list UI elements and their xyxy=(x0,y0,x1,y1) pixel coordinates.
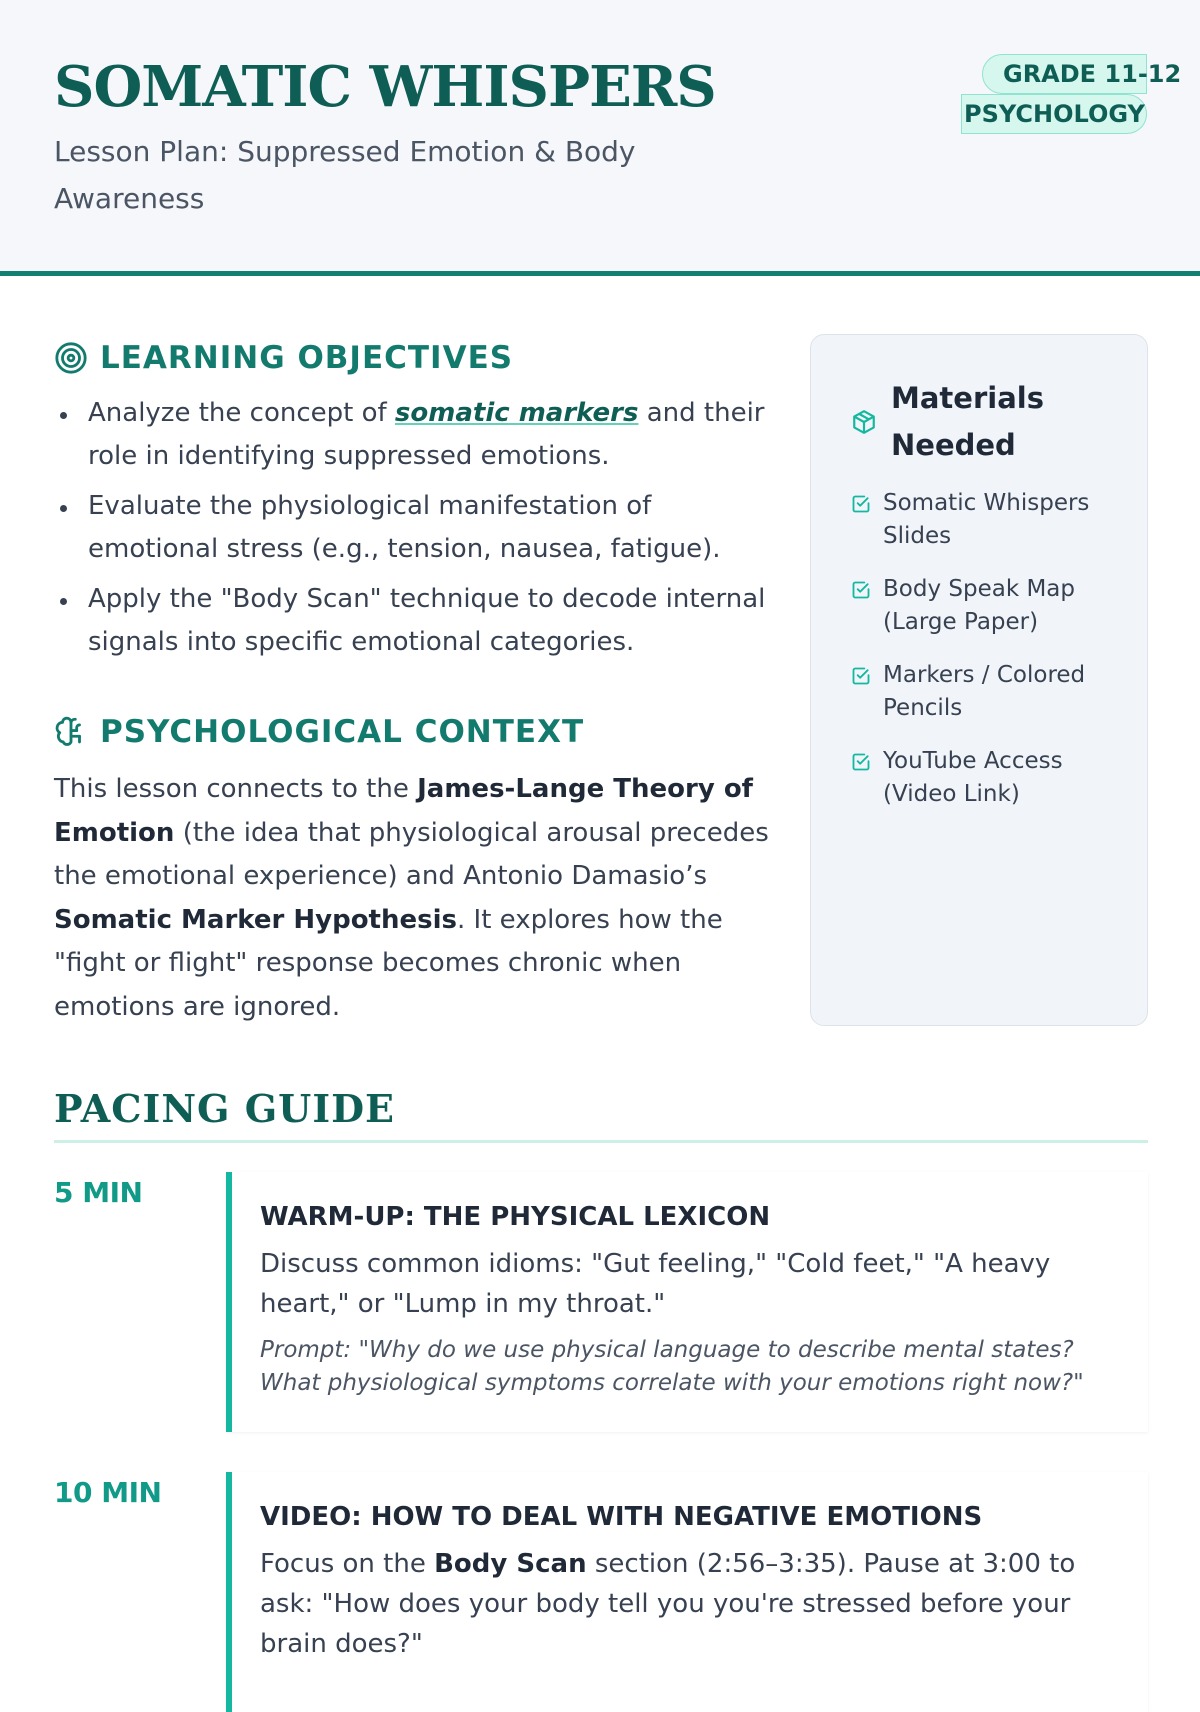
pacing-step-warmup xyxy=(226,1172,1148,1432)
context-heading-label: PSYCHOLOGICAL CONTEXT xyxy=(100,714,585,750)
materials-panel xyxy=(810,334,1148,1026)
page-title: SOMATIC WHISPERS xyxy=(54,54,716,120)
step-time: 10 MIN xyxy=(54,1476,162,1509)
box-icon xyxy=(851,409,877,435)
material-item xyxy=(851,745,1121,811)
material-label: YouTube Access (Video Link) xyxy=(883,748,1063,807)
step-title: VIDEO: HOW TO DEAL WITH NEGATIVE EMOTIONS xyxy=(260,1502,983,1532)
somatic-markers-keyword[interactable]: somatic markers xyxy=(394,398,639,428)
brain-icon xyxy=(54,715,88,749)
objectives-list xyxy=(54,392,774,671)
context-heading xyxy=(54,714,584,750)
james-lange-term: James-Lange Theory of Emotion xyxy=(54,774,753,848)
pacing-divider xyxy=(54,1140,1148,1143)
objective-item: Evaluate the physiological manifestation of emotional stress (e.g., tension, nausea, fatigue). xyxy=(54,485,774,571)
checkbox-icon xyxy=(851,494,871,514)
objectives-heading-label: LEARNING OBJECTIVES xyxy=(100,340,514,376)
subject-tag: PSYCHOLOGY xyxy=(961,94,1147,134)
objective-item: Apply the "Body Scan" technique to decode internal signals into specific emotional categories. xyxy=(54,578,774,664)
material-label: Markers / Colored Pencils xyxy=(883,662,1086,721)
pacing-heading: PACING GUIDE xyxy=(54,1086,396,1131)
checkbox-icon xyxy=(851,666,871,686)
pacing-step-video xyxy=(226,1472,1148,1712)
context-paragraph: This lesson connects to the James-Lange Theory of Emotion (the idea that physiological arousal precedes the emotional experience) and Antonio Damasio’s Somatic Marker Hypothesis. It explores how the "fight or flight" response becomes chronic when emotions are ignored. xyxy=(54,774,769,1022)
checkbox-icon xyxy=(851,580,871,600)
materials-list xyxy=(851,487,1121,831)
objective-item: Analyze the concept of somatic markers and their role in identifying suppressed emotions. xyxy=(54,392,774,478)
objectives-heading xyxy=(54,340,513,376)
material-item xyxy=(851,573,1121,639)
step-prompt: Prompt: "Why do we use physical language to describe mental states? What physiological symptoms correlate with your emotions right now?" xyxy=(260,1337,1084,1396)
step-time: 5 MIN xyxy=(54,1176,143,1209)
material-item xyxy=(851,487,1121,553)
step-description: Discuss common idioms: "Gut feeling," "Cold feet," "A heavy heart," or "Lump in my throat." xyxy=(260,1249,1051,1319)
page-header xyxy=(0,0,1200,276)
grade-tag: GRADE 11-12 xyxy=(982,54,1147,94)
material-item xyxy=(851,659,1121,725)
material-label: Somatic Whispers Slides xyxy=(883,490,1090,549)
page-subtitle: Lesson Plan: Suppressed Emotion & Body Awareness xyxy=(54,135,636,215)
somatic-marker-term: Somatic Marker Hypothesis xyxy=(54,904,457,935)
materials-heading xyxy=(851,375,1081,469)
material-label: Body Speak Map (Large Paper) xyxy=(883,576,1075,635)
checkbox-icon xyxy=(851,752,871,772)
body-scan-term: Body Scan xyxy=(434,1549,587,1579)
step-description: Focus on the Body Scan section (2:56–3:35). Pause at 3:00 to ask: "How does your body tell you you're stressed before your brain does?" xyxy=(260,1549,1076,1659)
target-icon xyxy=(54,341,88,375)
materials-heading-label: Materials Needed xyxy=(891,381,1044,462)
step-title: WARM-UP: THE PHYSICAL LEXICON xyxy=(260,1202,771,1232)
